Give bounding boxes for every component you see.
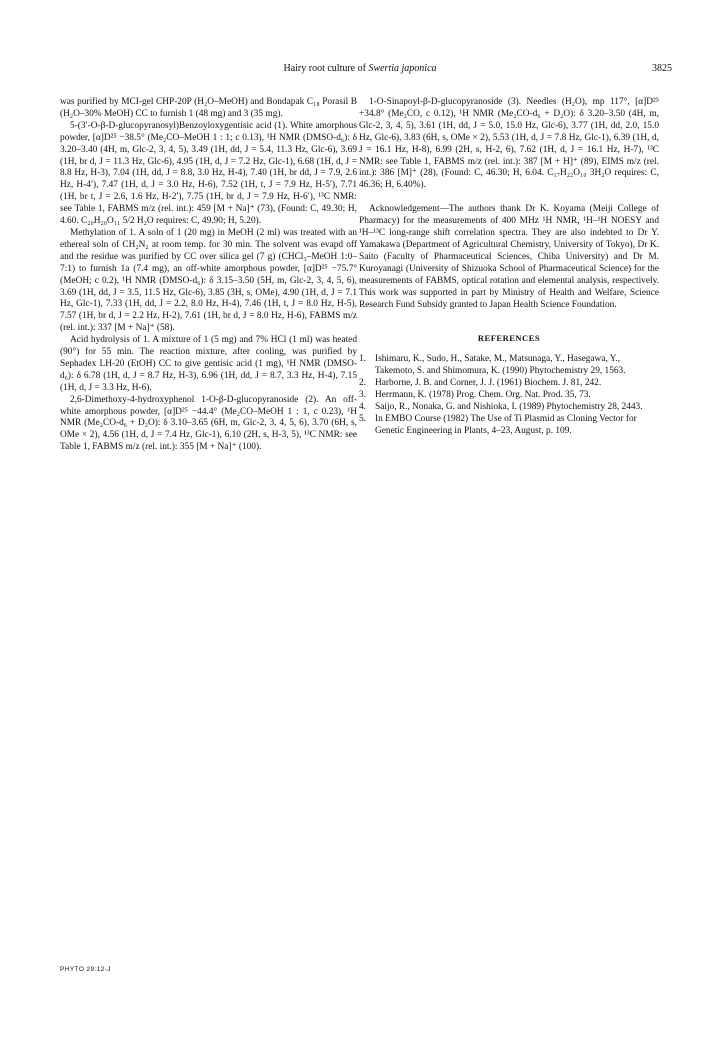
references-list [359,354,659,437]
reference-number: 3. [359,390,367,401]
running-title-species: Swertia japonica [368,63,437,74]
page-header [60,63,672,77]
paragraph-compound-3: 1-O-Sinapoyl-β-D-glucopyranoside (3). Needles (H₂O), mp 117°, [α]D²⁵ +34.8° (Me₂CO, c 0.12), ¹H NMR (Me₂CO-d₆ + D₂O): δ 3.20–3.50 (4H, m, Glc-2, 3, 4, 5), 3.61 (1H, dd, J = 5.0, 15.0 Hz, Glc-6), 3.77 (1H, dd, 2.0, 15.0 Hz, Glc-6), 3.83 (6H, s, OMe × 2), 5.53 (1H, d, J = 7.8 Hz, Glc-1), 6.39 (1H, d, J = 16.1 Hz, H-8), 6.99 (2H, s, H-2, 6), 7.62 (1H, d, J = 16.1 Hz, H-7), ¹³C NMR: see Table 1, FABMS m/z (rel. int.): 387 [M + H]⁺ (89), EIMS m/z (rel. int.): 386 [M]⁺ (28), (Found: C, 46.30; H, 6.04. C₁₇H₂₂O₁₀ 3H₂O requires: C, 46.36; H, 6.40%). [359,97,659,191]
reference-item [359,414,659,438]
reference-text: In EMBO Course (1982) The Use of Ti Plasmid as Cloning Vector for Genetic Engineering in Plants, 4–23, August, p. 109. [375,413,637,436]
reference-number: 4. [359,401,367,412]
reference-text: Ishimaru, K., Sudo, H., Satake, M., Matsunaga, Y., Hasegawa, Y., Takemoto, S. and Shimomura, K. (1990) Phytochemistry 29, 1563. [375,354,626,377]
page-number: 3825 [652,63,672,74]
reference-item [359,402,659,414]
paragraph-acknowledgement: Acknowledgement—The authors thank Dr K. Koyama (Meiji College of Pharmacy) for the measurements of 400 MHz ¹H NMR, ¹H–¹H NOESY and ¹H–¹³C long-range shift correlation spectra. They are also indebted to Dr Y. Yamakawa (Department of Agricultural Chemistry, University of Tokyo), Dr K. Saito (Faculty of Pharmaceutical Sciences, Chiba University) and Dr M. Kuroyanagi (University of Shizuoka School of Pharmaceutical Science) for the measurements of FABMS, optical rotation and elemental analysis, respectively. This work was supported in part by Ministry of Health and Welfare, Science Research Fund Subsidy granted to Japan Health Science Foundation. [359,204,659,310]
reference-number: 5. [359,413,367,424]
running-title-text: Hairy root culture of [283,63,369,74]
right-column [359,97,659,438]
running-title [60,63,660,74]
paragraph-compound-1: 5-(3′-O-β-D-glucopyranosyl)Benzoyloxygentisic acid (1). White amorphous powder, [α]D²⁵ −38.5° (Me₂CO–MeOH 1 : 1; c 0.13), ¹H NMR (DMSO-d₆): δ 3.20–3.40 (4H, m, Glc-2, 3, 4, 5), 3.49 (1H, dd, J = 5.4, 11.3 Hz, Glc-6), 3.69 (1H, br d, J = 11.3 Hz, Glc-6), 4.95 (1H, d, J = 7.2 Hz, Glc-1), 6.68 (1H, d, J = 8.8 Hz, H-3), 7.04 (1H, dd, J = 8.8, 3.0 Hz, H-4), 7.40 (1H, br dd, J = 7.9, 2.6 Hz, H-4′), 7.47 (1H, d, J = 3.0 Hz, H-6), 7.52 (1H, t, J = 7.9 Hz, H-5′), 7.71 (1H, br t, J = 2.6, 1.6 Hz, H-2′), 7.75 (1H, br d, J = 7.9 Hz, H-6′), ¹³C NMR: see Table 1, FABMS m/z (rel. int.): 459 [M + Na]⁺ (73), (Found: C, 49.30; H, 4.60. C₂₀H₂₀O₁₁ 5/2 H₂O requires: C, 49.90; H, 5.20). [60,120,357,227]
reference-text: Harborne, J. B. and Corner, J. J. (1961) Biochem. J. 81, 242. [375,378,602,389]
footer-code: PHYTO 29:12-J [60,966,111,973]
left-column [60,97,357,454]
paragraph-methylation: Methylation of 1. A soln of 1 (20 mg) in MeOH (2 ml) was treated with an ethereal soln of CH₂N₂ at room temp. for 30 min. The solvent was evapd off and the residue was purified by CC over silica gel (7 g) (CHCl₃–MeOH 1:0–7:1) to furnish 1a (7.4 mg), an off-white amorphous powder, [α]D²⁵ −75.7° (MeOH; c 0.2), ¹H NMR (DMSO-d₆): δ 3.15–3.50 (5H, m, Glc-2, 3, 4, 5, 6), 3.69 (1H, dd, J = 3.5, 11.5 Hz, Glc-6), 3.85 (3H, s, OMe), 4.90 (1H, d, J = 7.1 Hz, Glc-1), 7.33 (1H, dd, J = 2.2, 8.0 Hz, H-4), 7.46 (1H, t, J = 8.0 Hz, H-5), 7.57 (1H, br d, J = 2.2 Hz, H-2), 7.61 (1H, br d, J = 8.0 Hz, H-6), FABMS m/z (rel. int.): 337 [M + Na]⁺ (58). [60,227,357,334]
reference-number: 2. [359,378,367,389]
paragraph-purification: was purified by MCI-gel CHP-20P (H₂O–MeOH) and Bondapak C₁₈ Porasil B (H₂O–30% MeOH) CC to furnish 1 (48 mg) and 3 (35 mg). [60,97,357,119]
paragraph-acid-hydrolysis: Acid hydrolysis of 1. A mixture of 1 (5 mg) and 7% HCl (1 ml) was heated (90°) for 55 min. The reaction mixture, after cooling, was purified by Sephadex LH-20 (EtOH) CC to give gentisic acid (1 mg), ¹H NMR (DMSO-d₆): δ 6.78 (1H, d, J = 8.7 Hz, H-3), 6.96 (1H, dd, J = 8.7, 3.3 Hz, H-4), 7.15 (1H, d, J = 3.3 Hz, H-6). [60,335,357,393]
paragraph-compound-2: 2,6-Dimethoxy-4-hydroxyphenol 1-O-β-D-glucopyranoside (2). An off-white amorphous powder, [α]D²⁵ −44.4° (Me₂CO–MeOH 1 : 1, c 0.23), ¹H NMR (Me₂CO-d₆ + D₂O): δ 3.10–3.65 (6H, m, Glc-2, 3, 4, 5, 6), 3.70 (6H, s, OMe × 2), 4.56 (1H, d, J = 7.4 Hz, Glc-1), 6.10 (2H, s, H-3, 5), ¹³C NMR: see Table 1, FABMS m/z (rel. int.): 355 [M + Na]⁺ (100). [60,394,357,453]
reference-text: Herrmann, K. (1978) Prog. Chem. Org. Nat. Prod. 35, 73. [375,390,591,401]
references-heading: REFERENCES [477,333,541,344]
reference-item [359,390,659,402]
reference-text: Saijo, R., Nonaka, G. and Nishioka, I. (1989) Phytochemistry 28, 2443. [375,401,643,412]
reference-item [359,354,659,378]
reference-number: 1. [359,354,367,365]
reference-item [359,378,659,390]
